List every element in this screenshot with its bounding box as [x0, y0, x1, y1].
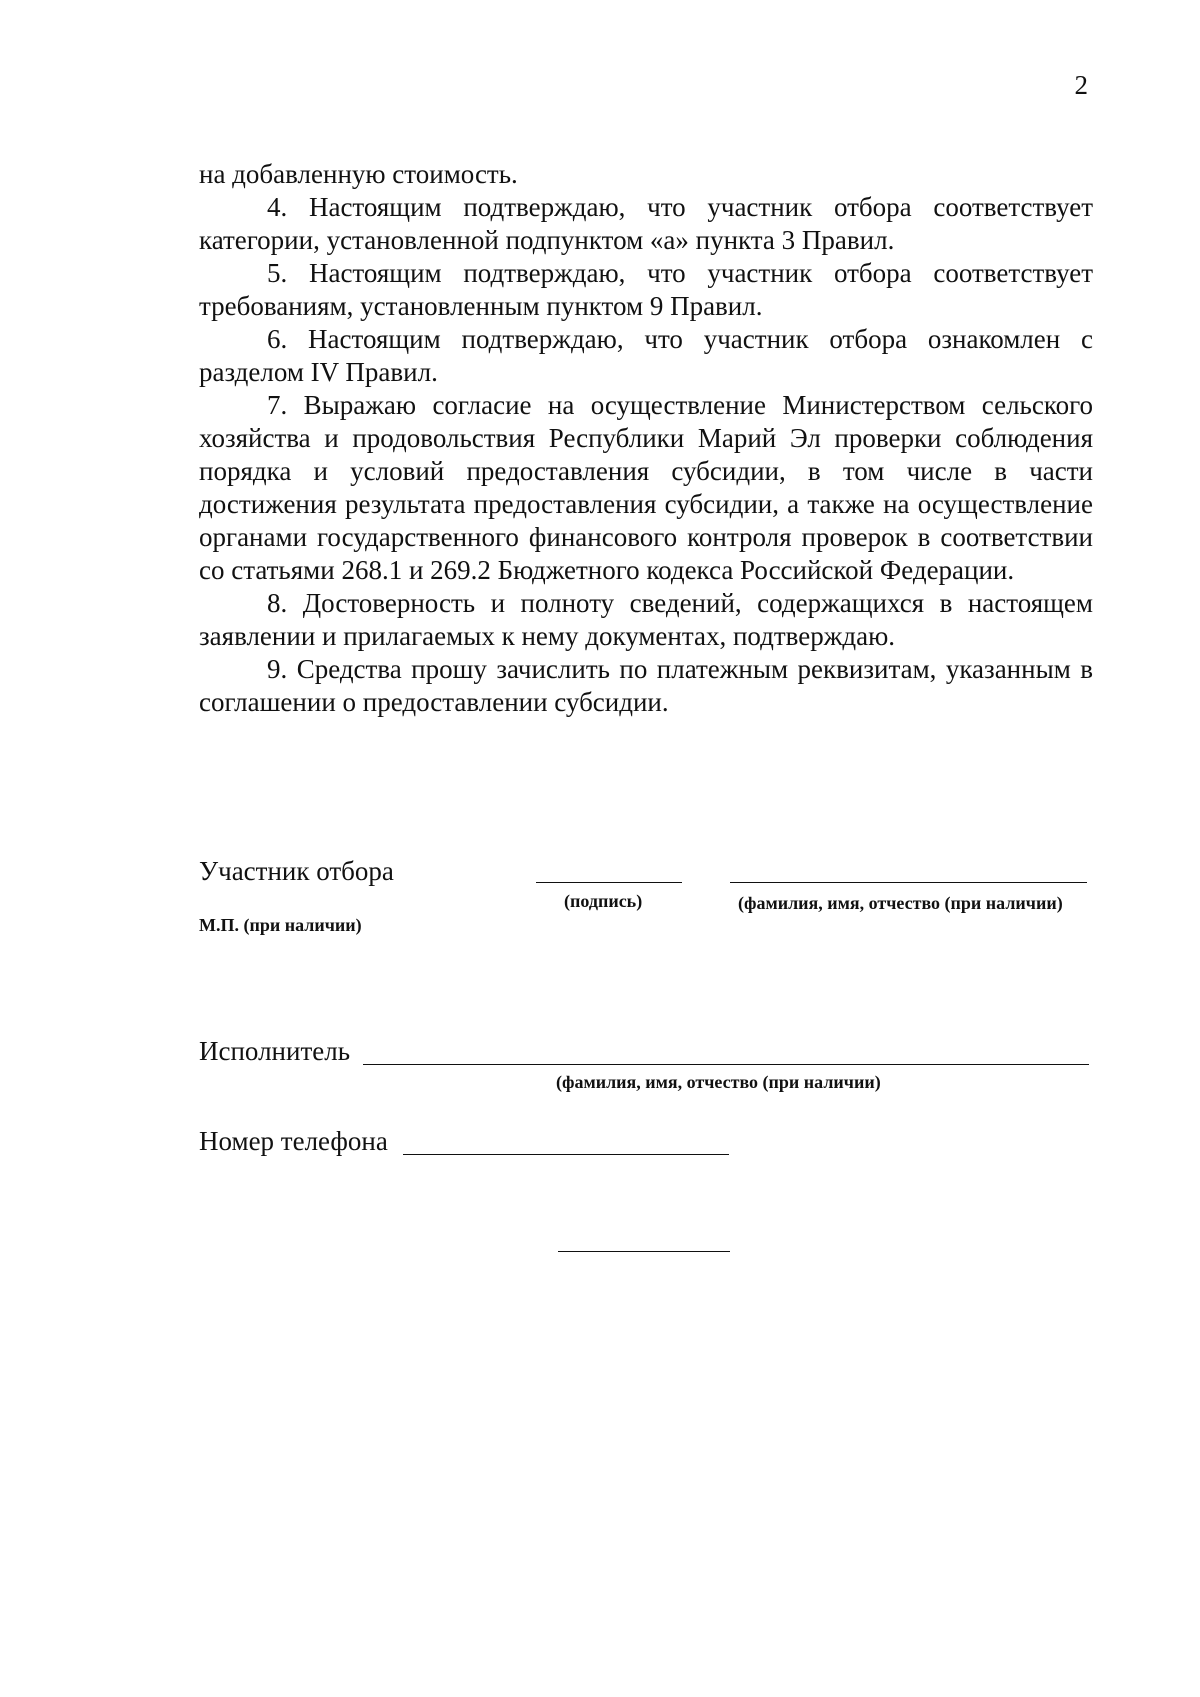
paragraph-item-7: 7. Выражаю согласие на осуществление Министерством сельского хозяйства и продовольствия Республики Марий Эл проверки соблюдения порядка и условий предоставления субсидии, в том числе в части достижения результата предоставления субсидии, а также на осуществление органами государственного финансового контроля проверок в соответствии со статьями 268.1 и 269.2 Бюджетного кодекса Российской Федерации. [199, 390, 1093, 585]
participant-label: Участник отбора [199, 856, 394, 886]
phone-line [403, 1154, 729, 1155]
paragraph-continuation: на добавленную стоимость. [199, 159, 518, 189]
end-separator-line [558, 1251, 730, 1252]
participant-fullname-line [730, 882, 1087, 883]
participant-fullname-caption: (фамилия, имя, отчество (при наличии) [738, 893, 1063, 913]
executor-label: Исполнитель [199, 1036, 351, 1066]
paragraph-item-8: 8. Достоверность и полноту сведений, содержащихся в настоящем заявлении и прилагаемых к нему документах, подтверждаю. [199, 588, 1093, 651]
paragraph-item-9: 9. Средства прошу зачислить по платежным реквизитам, указанным в соглашении о предоставлении субсидии. [199, 654, 1093, 717]
document-body [199, 158, 1093, 719]
page-number: 2 [1074, 70, 1088, 100]
paragraph-item-4: 4. Настоящим подтверждаю, что участник отбора соответствует категории, установленной подпунктом «а» пункта 3 Правил. [199, 192, 1093, 255]
executor-fullname-line [363, 1064, 1089, 1065]
executor-fullname-caption: (фамилия, имя, отчество (при наличии) [556, 1072, 881, 1092]
phone-label: Номер телефона [199, 1126, 388, 1156]
stamp-caption: М.П. (при наличии) [199, 915, 362, 935]
paragraph-item-5: 5. Настоящим подтверждаю, что участник отбора соответствует требованиям, установленным пунктом 9 Правил. [199, 258, 1093, 321]
paragraph-item-6: 6. Настоящим подтверждаю, что участник отбора ознакомлен с разделом IV Правил. [199, 324, 1093, 387]
signature-line [536, 882, 682, 883]
signature-caption: (подпись) [564, 891, 643, 911]
